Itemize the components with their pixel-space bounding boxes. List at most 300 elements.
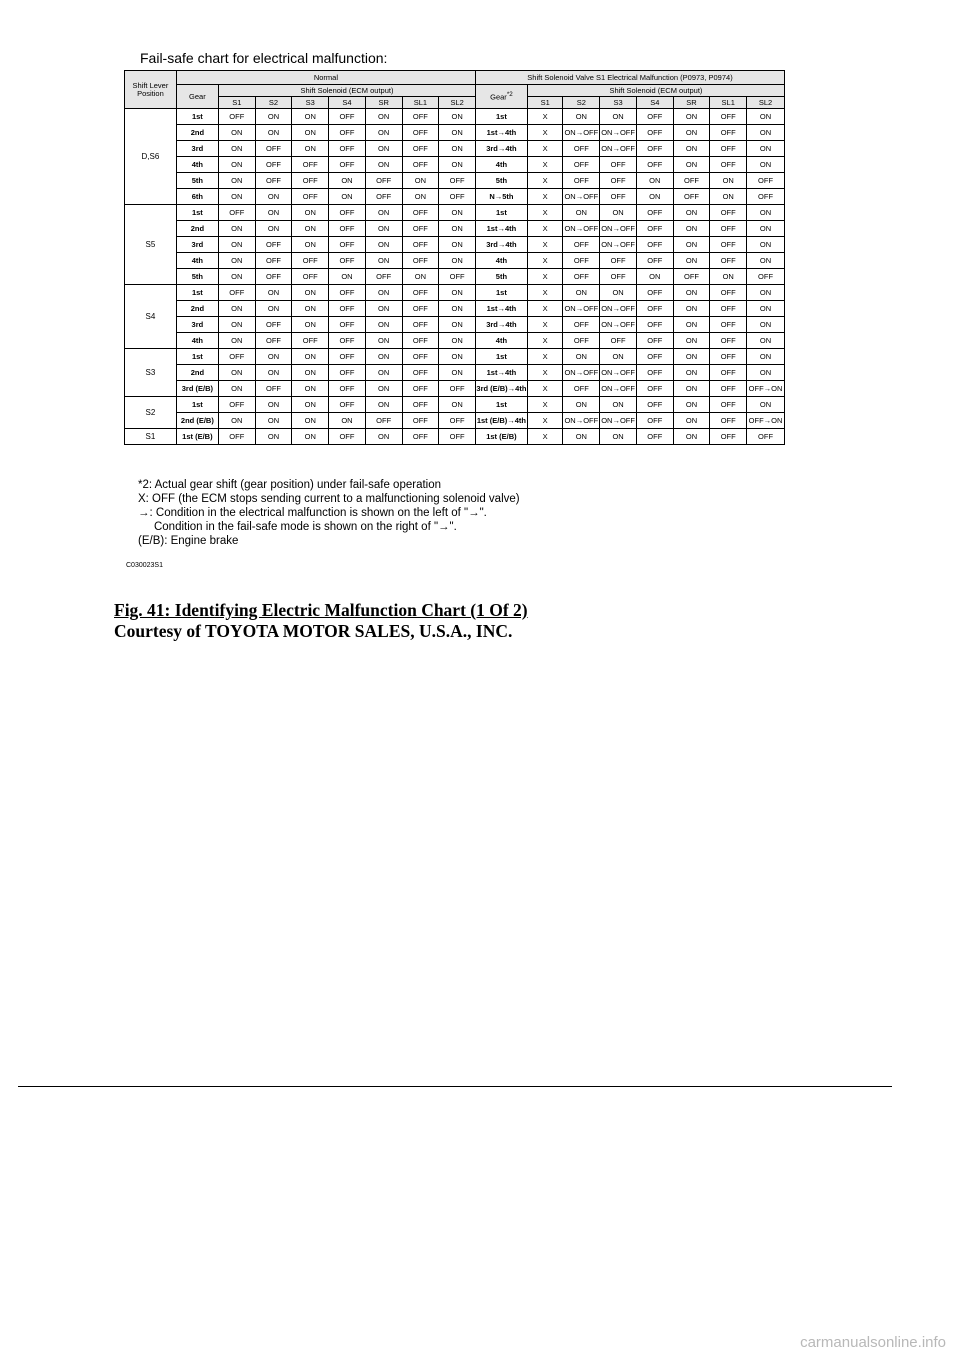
solenoid-cell: ON	[365, 237, 402, 253]
solenoid-cell: ON	[402, 269, 439, 285]
failsafe-solenoid-cell: OFF	[710, 141, 747, 157]
failsafe-solenoid-cell: ON	[747, 141, 785, 157]
solenoid-cell: ON	[292, 237, 329, 253]
failsafe-gear-cell: 4th	[476, 157, 528, 173]
failsafe-solenoid-cell: X	[527, 141, 563, 157]
gear-cell: 3rd	[176, 141, 218, 157]
failsafe-gear-cell: 1st→4th	[476, 125, 528, 141]
failsafe-solenoid-cell: ON	[747, 285, 785, 301]
failsafe-solenoid-cell: OFF	[636, 125, 673, 141]
failsafe-solenoid-cell: OFF	[710, 125, 747, 141]
solenoid-cell: OFF	[329, 125, 366, 141]
solenoid-cell: ON	[255, 413, 292, 429]
failsafe-solenoid-cell: OFF	[710, 221, 747, 237]
shift-lever-position: S5	[125, 205, 177, 285]
failsafe-solenoid-cell: OFF	[673, 173, 710, 189]
failsafe-solenoid-cell: X	[527, 285, 563, 301]
failsafe-solenoid-cell: X	[527, 237, 563, 253]
failsafe-solenoid-cell: X	[527, 365, 563, 381]
solenoid-cell: ON	[439, 349, 476, 365]
gear-cell: 5th	[176, 173, 218, 189]
caption-title: Fig. 41: Identifying Electric Malfunction Chart (1 Of 2)	[114, 600, 528, 620]
failsafe-solenoid-cell: OFF	[636, 333, 673, 349]
solenoid-cell: OFF	[439, 189, 476, 205]
solenoid-cell: OFF	[402, 333, 439, 349]
solenoid-cell: ON	[439, 301, 476, 317]
solenoid-cell: OFF	[402, 109, 439, 125]
table-row	[125, 429, 785, 445]
failsafe-solenoid-cell: ON	[747, 157, 785, 173]
failsafe-solenoid-cell: OFF	[710, 349, 747, 365]
gear-cell: 2nd	[176, 301, 218, 317]
gear-cell: 4th	[176, 157, 218, 173]
solenoid-header-row	[125, 97, 785, 109]
solenoid-cell: OFF	[365, 173, 402, 189]
note: Condition in the fail-safe mode is shown on the right of "→".	[138, 521, 457, 533]
note: X: OFF (the ECM stops sending current to a malfunctioning solenoid valve)	[138, 493, 520, 505]
gear-cell: 6th	[176, 189, 218, 205]
solenoid-cell: ON	[255, 205, 292, 221]
solenoid-cell: ON	[218, 333, 255, 349]
solenoid-cell: ON	[439, 221, 476, 237]
solenoid-cell: ON	[329, 413, 366, 429]
solenoid-cell: OFF	[402, 381, 439, 397]
solenoid-cell: ON	[255, 109, 292, 125]
solenoid-cell: OFF	[255, 269, 292, 285]
solenoid-cell: ON	[365, 397, 402, 413]
failsafe-solenoid-cell: ON→OFF	[600, 237, 637, 253]
solenoid-cell: OFF	[255, 381, 292, 397]
failsafe-solenoid-cell: OFF	[600, 173, 637, 189]
note: *2: Actual gear shift (gear position) under fail-safe operation	[138, 479, 442, 491]
solenoid-cell: ON	[365, 205, 402, 221]
solenoid-cell: ON	[218, 237, 255, 253]
failsafe-solenoid-cell: OFF	[636, 429, 673, 445]
failsafe-solenoid-cell: ON	[673, 333, 710, 349]
failsafe-solenoid-cell: ON	[673, 301, 710, 317]
solenoid-cell: ON	[292, 349, 329, 365]
solenoid-cell: ON	[365, 349, 402, 365]
table-row	[125, 173, 785, 189]
failsafe-solenoid-cell: ON	[673, 109, 710, 125]
chart-notes	[138, 478, 520, 548]
solenoid-cell: OFF	[402, 205, 439, 221]
page-divider	[18, 1086, 892, 1087]
failsafe-gear-cell: 1st→4th	[476, 365, 528, 381]
gear-cell: 1st	[176, 349, 218, 365]
table-row	[125, 301, 785, 317]
solenoid-cell: OFF	[402, 397, 439, 413]
col-solenoid-s4-normal: S4	[329, 97, 366, 109]
solenoid-cell: OFF	[292, 269, 329, 285]
col-solenoid-s1-failsafe: S1	[527, 97, 563, 109]
failsafe-solenoid-cell: OFF	[710, 413, 747, 429]
failsafe-gear-cell: 4th	[476, 253, 528, 269]
gear-cell: 1st	[176, 285, 218, 301]
failsafe-solenoid-cell: OFF	[636, 253, 673, 269]
solenoid-cell: OFF	[402, 141, 439, 157]
solenoid-cell: ON	[439, 157, 476, 173]
solenoid-cell: ON	[255, 397, 292, 413]
col-solenoid-s1-normal: S1	[218, 97, 255, 109]
failsafe-solenoid-cell: ON	[636, 173, 673, 189]
solenoid-cell: OFF	[329, 285, 366, 301]
solenoid-cell: ON	[255, 429, 292, 445]
gear-cell: 1st	[176, 109, 218, 125]
solenoid-cell: ON	[365, 109, 402, 125]
failsafe-solenoid-cell: ON	[673, 381, 710, 397]
failsafe-solenoid-cell: ON	[636, 269, 673, 285]
table-body	[125, 109, 785, 445]
solenoid-cell: ON	[439, 125, 476, 141]
failsafe-solenoid-cell: OFF	[673, 189, 710, 205]
shift-lever-position: S3	[125, 349, 177, 397]
solenoid-cell: ON	[218, 365, 255, 381]
solenoid-cell: ON	[292, 141, 329, 157]
failsafe-solenoid-cell: ON	[747, 349, 785, 365]
col-solenoid-sr-normal: SR	[365, 97, 402, 109]
failsafe-gear-cell: 4th	[476, 333, 528, 349]
failsafe-solenoid-cell: ON→OFF	[563, 301, 600, 317]
solenoid-cell: OFF	[292, 253, 329, 269]
gear-cell: 4th	[176, 333, 218, 349]
solenoid-cell: ON	[365, 253, 402, 269]
solenoid-cell: OFF	[365, 269, 402, 285]
failsafe-solenoid-cell: ON	[673, 365, 710, 381]
solenoid-cell: OFF	[255, 237, 292, 253]
table-row	[125, 221, 785, 237]
col-solenoid-s4-failsafe: S4	[636, 97, 673, 109]
solenoid-cell: OFF	[329, 397, 366, 413]
solenoid-cell: ON	[218, 189, 255, 205]
solenoid-cell: ON	[255, 125, 292, 141]
failsafe-solenoid-cell: ON	[673, 317, 710, 333]
failsafe-solenoid-cell: ON	[747, 301, 785, 317]
solenoid-cell: OFF	[402, 429, 439, 445]
failsafe-gear-cell: 1st	[476, 285, 528, 301]
failsafe-solenoid-cell: X	[527, 317, 563, 333]
gear-cell: 3rd	[176, 317, 218, 333]
table-row	[125, 109, 785, 125]
failsafe-gear-cell: 3rd→4th	[476, 237, 528, 253]
col-solenoid-sl2-failsafe: SL2	[747, 97, 785, 109]
failsafe-solenoid-cell: X	[527, 189, 563, 205]
failsafe-solenoid-cell: ON	[563, 109, 600, 125]
gear-cell: 2nd (E/B)	[176, 413, 218, 429]
gear-cell: 1st	[176, 397, 218, 413]
failsafe-solenoid-cell: OFF	[673, 269, 710, 285]
solenoid-cell: OFF	[329, 157, 366, 173]
solenoid-cell: ON	[292, 125, 329, 141]
solenoid-cell: OFF	[402, 285, 439, 301]
solenoid-cell: ON	[292, 365, 329, 381]
failsafe-solenoid-cell: OFF	[636, 285, 673, 301]
failsafe-gear-cell: 1st	[476, 349, 528, 365]
gear-cell: 5th	[176, 269, 218, 285]
failsafe-solenoid-cell: ON	[600, 285, 637, 301]
failsafe-solenoid-cell: ON	[747, 221, 785, 237]
solenoid-cell: OFF	[439, 269, 476, 285]
failsafe-solenoid-cell: ON	[563, 205, 600, 221]
header-solenoid-failsafe: Shift Solenoid (ECM output)	[527, 85, 784, 97]
solenoid-cell: ON	[439, 365, 476, 381]
solenoid-cell: ON	[292, 397, 329, 413]
solenoid-cell: OFF	[329, 429, 366, 445]
failsafe-solenoid-cell: ON	[673, 349, 710, 365]
solenoid-cell: ON	[402, 189, 439, 205]
solenoid-cell: ON	[255, 365, 292, 381]
failsafe-gear-cell: 3rd→4th	[476, 141, 528, 157]
table-row	[125, 397, 785, 413]
shift-lever-position: S1	[125, 429, 177, 445]
solenoid-cell: OFF	[292, 189, 329, 205]
solenoid-cell: ON	[218, 173, 255, 189]
failsafe-solenoid-cell: OFF	[600, 269, 637, 285]
solenoid-cell: OFF	[402, 237, 439, 253]
solenoid-cell: ON	[439, 333, 476, 349]
solenoid-cell: ON	[255, 349, 292, 365]
failsafe-solenoid-cell: X	[527, 429, 563, 445]
solenoid-cell: ON	[365, 333, 402, 349]
failsafe-solenoid-cell: OFF	[710, 157, 747, 173]
failsafe-solenoid-cell: ON	[747, 397, 785, 413]
failsafe-solenoid-cell: ON	[600, 109, 637, 125]
failsafe-solenoid-cell: OFF	[600, 189, 637, 205]
col-solenoid-sl1-normal: SL1	[402, 97, 439, 109]
failsafe-solenoid-cell: OFF	[636, 397, 673, 413]
footnote-mark: *2	[506, 91, 513, 99]
solenoid-cell: OFF	[329, 381, 366, 397]
solenoid-cell: OFF	[255, 141, 292, 157]
failsafe-solenoid-cell: X	[527, 109, 563, 125]
failsafe-solenoid-cell: X	[527, 157, 563, 173]
failsafe-solenoid-cell: OFF	[747, 189, 785, 205]
failsafe-gear-cell: N→5th	[476, 189, 528, 205]
solenoid-cell: ON	[365, 285, 402, 301]
gear-cell: 3rd (E/B)	[176, 381, 218, 397]
failsafe-solenoid-cell: OFF	[710, 365, 747, 381]
shift-lever-position: S4	[125, 285, 177, 349]
table-row	[125, 141, 785, 157]
failsafe-solenoid-cell: OFF	[710, 429, 747, 445]
failsafe-solenoid-cell: ON→OFF	[600, 413, 637, 429]
failsafe-solenoid-cell: OFF	[710, 381, 747, 397]
failsafe-solenoid-cell: ON	[673, 285, 710, 301]
gear-label: Gear	[490, 92, 507, 102]
failsafe-solenoid-cell: ON	[600, 429, 637, 445]
col-solenoid-sr-failsafe: SR	[673, 97, 710, 109]
solenoid-cell: OFF	[329, 333, 366, 349]
table-row	[125, 333, 785, 349]
note: (E/B): Engine brake	[138, 535, 239, 547]
failsafe-solenoid-cell: ON→OFF	[563, 221, 600, 237]
watermark: carmanualsonline.info	[800, 1334, 946, 1351]
table-row	[125, 189, 785, 205]
solenoid-cell: ON	[402, 173, 439, 189]
solenoid-cell: OFF	[402, 301, 439, 317]
failsafe-solenoid-cell: ON	[710, 173, 747, 189]
failsafe-solenoid-cell: ON	[673, 221, 710, 237]
failsafe-solenoid-cell: ON	[600, 397, 637, 413]
solenoid-cell: OFF	[439, 429, 476, 445]
failsafe-solenoid-cell: ON	[563, 429, 600, 445]
failsafe-solenoid-cell: X	[527, 269, 563, 285]
solenoid-cell: ON	[365, 221, 402, 237]
solenoid-cell: OFF	[329, 237, 366, 253]
solenoid-cell: OFF	[292, 173, 329, 189]
failsafe-solenoid-cell: OFF	[600, 157, 637, 173]
failsafe-solenoid-cell: OFF	[636, 413, 673, 429]
caption-courtesy: Courtesy of TOYOTA MOTOR SALES, U.S.A., INC.	[114, 621, 513, 641]
gear-cell: 2nd	[176, 221, 218, 237]
solenoid-cell: ON	[292, 317, 329, 333]
table-row	[125, 125, 785, 141]
solenoid-cell: ON	[218, 317, 255, 333]
fail-safe-chart	[124, 70, 785, 445]
failsafe-solenoid-cell: X	[527, 125, 563, 141]
solenoid-cell: ON	[439, 285, 476, 301]
table-row	[125, 157, 785, 173]
failsafe-solenoid-cell: X	[527, 413, 563, 429]
solenoid-cell: ON	[439, 205, 476, 221]
failsafe-solenoid-cell: OFF	[710, 285, 747, 301]
solenoid-cell: OFF	[402, 221, 439, 237]
col-solenoid-s3-normal: S3	[292, 97, 329, 109]
solenoid-cell: OFF	[329, 253, 366, 269]
failsafe-solenoid-cell: OFF	[710, 301, 747, 317]
failsafe-solenoid-cell: OFF→ON	[747, 413, 785, 429]
solenoid-cell: ON	[365, 429, 402, 445]
failsafe-gear-cell: 5th	[476, 173, 528, 189]
solenoid-cell: OFF	[218, 429, 255, 445]
failsafe-gear-cell: 1st	[476, 205, 528, 221]
gear-cell: 1st (E/B)	[176, 429, 218, 445]
failsafe-solenoid-cell: ON	[747, 317, 785, 333]
figure-id: C030023S1	[126, 562, 163, 569]
solenoid-cell: ON	[365, 301, 402, 317]
failsafe-solenoid-cell: OFF	[636, 301, 673, 317]
failsafe-solenoid-cell: OFF	[636, 237, 673, 253]
header-normal: Normal	[176, 71, 475, 85]
failsafe-solenoid-cell: ON	[563, 397, 600, 413]
failsafe-solenoid-cell: ON→OFF	[563, 413, 600, 429]
failsafe-solenoid-cell: ON	[747, 253, 785, 269]
failsafe-solenoid-cell: ON	[747, 237, 785, 253]
failsafe-solenoid-cell: OFF	[710, 317, 747, 333]
solenoid-cell: ON	[255, 189, 292, 205]
solenoid-cell: ON	[329, 173, 366, 189]
failsafe-solenoid-cell: OFF	[747, 429, 785, 445]
table-row	[125, 205, 785, 221]
solenoid-cell: OFF	[329, 317, 366, 333]
failsafe-solenoid-cell: X	[527, 381, 563, 397]
table-row	[125, 253, 785, 269]
solenoid-cell: ON	[292, 381, 329, 397]
failsafe-solenoid-cell: ON	[673, 429, 710, 445]
solenoid-cell: ON	[292, 285, 329, 301]
solenoid-cell: ON	[365, 125, 402, 141]
solenoid-cell: OFF	[439, 381, 476, 397]
failsafe-solenoid-cell: ON	[600, 349, 637, 365]
failsafe-solenoid-cell: ON→OFF	[563, 189, 600, 205]
failsafe-solenoid-cell: OFF	[563, 173, 600, 189]
failsafe-solenoid-cell: X	[527, 205, 563, 221]
chart-title: Fail-safe chart for electrical malfunction:	[140, 50, 388, 66]
solenoid-cell: ON	[329, 189, 366, 205]
solenoid-cell: OFF	[365, 413, 402, 429]
failsafe-solenoid-cell: OFF	[747, 173, 785, 189]
solenoid-cell: ON	[439, 141, 476, 157]
table-row	[125, 349, 785, 365]
failsafe-solenoid-cell: X	[527, 253, 563, 269]
col-solenoid-sl2-normal: SL2	[439, 97, 476, 109]
solenoid-cell: ON	[365, 381, 402, 397]
solenoid-cell: OFF	[439, 413, 476, 429]
failsafe-solenoid-cell: OFF→ON	[747, 381, 785, 397]
failsafe-solenoid-cell: OFF	[563, 333, 600, 349]
note: →: Condition in the electrical malfunction is shown on the left of "→".	[138, 507, 487, 519]
solenoid-cell: OFF	[218, 285, 255, 301]
solenoid-cell: OFF	[218, 349, 255, 365]
failsafe-gear-cell: 3rd (E/B)→4th	[476, 381, 528, 397]
col-solenoid-s2-failsafe: S2	[563, 97, 600, 109]
failsafe-solenoid-cell: ON	[673, 413, 710, 429]
header-solenoid-normal: Shift Solenoid (ECM output)	[218, 85, 475, 97]
failsafe-solenoid-cell: X	[527, 221, 563, 237]
solenoid-cell: ON	[255, 301, 292, 317]
solenoid-cell: ON	[292, 413, 329, 429]
failsafe-solenoid-cell: OFF	[563, 317, 600, 333]
failsafe-solenoid-cell: ON	[636, 189, 673, 205]
failsafe-solenoid-cell: ON	[673, 253, 710, 269]
table-row	[125, 269, 785, 285]
table-row	[125, 317, 785, 333]
solenoid-cell: OFF	[329, 141, 366, 157]
figure-caption	[114, 600, 528, 642]
failsafe-solenoid-cell: X	[527, 301, 563, 317]
solenoid-cell: ON	[218, 413, 255, 429]
failsafe-gear-cell: 3rd→4th	[476, 317, 528, 333]
failsafe-solenoid-cell: ON	[747, 365, 785, 381]
failsafe-solenoid-cell: ON	[673, 157, 710, 173]
col-gear-failsafe	[476, 85, 528, 109]
failsafe-solenoid-cell: ON→OFF	[600, 221, 637, 237]
table-row	[125, 413, 785, 429]
failsafe-solenoid-cell: ON	[747, 333, 785, 349]
solenoid-cell: ON	[292, 301, 329, 317]
failsafe-solenoid-cell: ON→OFF	[600, 125, 637, 141]
failsafe-solenoid-cell: ON	[673, 237, 710, 253]
solenoid-cell: ON	[292, 109, 329, 125]
failsafe-solenoid-cell: OFF	[636, 221, 673, 237]
failsafe-solenoid-cell: X	[527, 173, 563, 189]
failsafe-solenoid-cell: OFF	[636, 157, 673, 173]
failsafe-solenoid-cell: ON	[673, 205, 710, 221]
solenoid-cell: ON	[218, 221, 255, 237]
table-row	[125, 365, 785, 381]
table-row	[125, 285, 785, 301]
solenoid-cell: OFF	[329, 109, 366, 125]
failsafe-solenoid-cell: OFF	[636, 205, 673, 221]
solenoid-cell: OFF	[402, 365, 439, 381]
failsafe-solenoid-cell: OFF	[563, 141, 600, 157]
solenoid-cell: ON	[365, 157, 402, 173]
failsafe-solenoid-cell: OFF	[600, 333, 637, 349]
failsafe-solenoid-cell: OFF	[636, 349, 673, 365]
gear-cell: 2nd	[176, 125, 218, 141]
failsafe-gear-cell: 1st	[476, 397, 528, 413]
failsafe-solenoid-cell: ON	[673, 141, 710, 157]
